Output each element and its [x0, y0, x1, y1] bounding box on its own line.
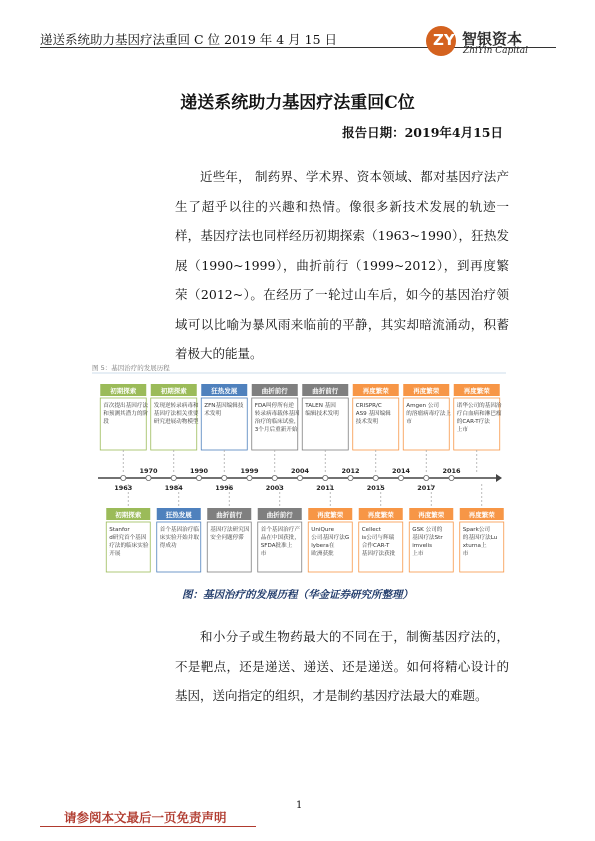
timeline-marker-icon [449, 475, 454, 480]
bottom-card-text: Cellect [361, 527, 381, 533]
top-card-stage-label: 曲折前行 [261, 387, 288, 395]
bottom-card-text: 得成功 [159, 543, 177, 549]
bottom-card-text: 上市 [412, 551, 424, 557]
top-card-text: Amgen 公司 [406, 403, 440, 409]
bottom-card-stage-label: 狂热发展 [165, 511, 192, 519]
bottom-card-text: UniQure [311, 527, 335, 533]
bottom-card-text: imvelis [412, 543, 433, 549]
bottom-card-stage-label: 再度繁荣 [317, 511, 344, 519]
top-card-text: 疗白血病和淋巴瘤 [456, 411, 502, 417]
timeline-marker-icon [171, 475, 176, 480]
bottom-card-text: 首个基因治疗临 [159, 527, 199, 533]
logo-mark-icon [426, 26, 456, 56]
footer-rule [40, 826, 256, 827]
bottom-card-text: xturna上 [462, 543, 487, 549]
top-card-stage-label: 曲折前行 [312, 387, 339, 395]
top-card-text: TALEN 基因 [305, 403, 336, 409]
top-card-text: 和预测其潜力的阶 [103, 411, 149, 417]
top-card-stage-label: 再度繁荣 [362, 387, 389, 395]
disclaimer-note: 请参阅本文最后一页免责声明 [64, 810, 227, 825]
bottom-card-text: 开展 [109, 551, 121, 557]
paragraph-delivery: 和小分子或生物药最大的不同在于，制衡基因疗法的，不是靶点，还是递送、递送、还是递送。如何将精心设计的基因，送向指定的组织，才是制约基因疗法最大的难题。 [175, 629, 509, 703]
top-card-stage-label: 狂热发展 [211, 387, 238, 395]
logo-mark-text: ZY [433, 31, 455, 49]
top-card-text: 编辑技术发明 [305, 411, 339, 417]
timeline-marker-icon [373, 475, 378, 480]
top-card-text: 治疗的临床试验， [254, 419, 300, 425]
top-card-text: 基因疗法相关重要 [153, 411, 199, 417]
bottom-card-text: GSK 公司的 [412, 527, 443, 533]
top-card-text: 诺华公司的基因治 [456, 403, 502, 409]
top-card-text: 的CAR-T疗法 [456, 419, 490, 425]
bottom-card-text: 欧洲获批 [311, 551, 334, 557]
year-label-top: 2012 [341, 467, 360, 475]
year-label-top: 2014 [391, 467, 411, 475]
bottom-card-text: 合作CAR-T [361, 543, 390, 549]
figure-caption: 图：基因治疗的发展历程（华金证券研究所整理） [182, 589, 413, 601]
bottom-card-text: 安全问题停滞 [210, 535, 244, 541]
bottom-card-text: lybera在 [311, 543, 335, 549]
timeline-marker-icon [121, 475, 126, 480]
top-card-stage-label: 初期探索 [160, 387, 187, 395]
paragraph-intro: 近些年， 制药界、学术界、资本领域、都对基因疗法产生了超乎以往的兴趣和热情。像很多新技术发展的轨迹一样，基因疗法也同样经历初期探索（1963~1990），狂热发展（1990~1999），曲折前行（1999~2012），到再度繁荣（2012~）。在经历了一轮过山车后，如今的基因治疗领域可以比喻为暴风雨来临前的平静，其实却暗流涌动，积蓄着极大的能量。 [175, 169, 509, 361]
bottom-card-stage-label: 曲折前行 [266, 511, 293, 519]
bottom-card-text: 床实验开始并取 [159, 535, 199, 541]
bottom-card-stage-label: 再度繁荣 [367, 511, 394, 519]
bottom-card-text: 基因疗法Str [412, 535, 443, 541]
timeline-marker-icon [424, 475, 429, 480]
header-text: 递送系统助力基因疗法重回 C 位 2019 年 4 月 15 日 [40, 32, 338, 47]
top-card-text: 上市 [456, 427, 468, 433]
timeline-marker-icon [297, 475, 302, 480]
year-label-bottom: 2003 [265, 484, 284, 492]
bottom-card-text: SFDA批准上 [260, 543, 293, 549]
year-label-bottom: 2011 [316, 484, 335, 492]
top-card-text: 首次提出基因疗法 [103, 403, 149, 409]
top-card-text: 转录病毒载体基因 [254, 411, 300, 417]
bottom-card-text: Stanfor [109, 527, 130, 533]
timeline-marker-icon [272, 475, 277, 480]
top-card-text: ZFN基因编辑技 [204, 403, 244, 409]
year-label-bottom: 1996 [215, 484, 234, 492]
top-card-stage-label: 再度繁荣 [413, 387, 440, 395]
bottom-card-text: 基因疗法获批 [361, 551, 396, 557]
bottom-card-stage-label: 曲折前行 [216, 511, 243, 519]
timeline-marker-icon [323, 475, 328, 480]
timeline-marker-icon [398, 475, 403, 480]
top-card-stage-label: 初期探索 [110, 387, 137, 395]
timeline-marker-icon [146, 475, 151, 480]
top-card-text: 的溶瘤病毒疗法上 [406, 411, 452, 417]
bottom-card-text: 品在中国获批， [260, 535, 300, 541]
timeline-marker-icon [348, 475, 353, 480]
gene-therapy-timeline-figure [90, 358, 510, 580]
company-logo [426, 26, 556, 60]
bottom-card-text: Spark公司 [462, 527, 491, 533]
bottom-card-stage-label: 再度繁荣 [468, 511, 495, 519]
bottom-card-text: is公司与辉瑞 [361, 535, 395, 541]
timeline-marker-icon [196, 475, 201, 480]
year-label-bottom: 2017 [417, 484, 436, 492]
report-title: 递送系统助力基因疗法重回C位 [180, 93, 415, 113]
top-card-text: 研究进展动物模型 [153, 419, 199, 425]
year-label-top: 2004 [290, 467, 310, 475]
year-label-bottom: 2015 [366, 484, 385, 492]
bottom-card-stage-label: 再度繁荣 [418, 511, 445, 519]
timeline-arrow-icon [496, 474, 502, 482]
top-card-text: 术发明 [204, 411, 222, 417]
year-label-bottom: 1984 [164, 484, 183, 492]
year-label-bottom: 1963 [114, 484, 133, 492]
top-card-text: 技术发明 [355, 419, 379, 425]
figure-label: 图 5：基因治疗的发展历程 [92, 364, 170, 372]
bottom-card-text: 的基因疗法Lu [462, 535, 498, 541]
top-card-text: AS9 基因编辑 [355, 411, 391, 417]
top-card-stage-label: 再度繁荣 [463, 387, 490, 395]
year-label-top: 1990 [189, 467, 209, 475]
bottom-card-text: 疗法的临床实验 [109, 543, 149, 549]
top-card-text: 段 [103, 419, 109, 425]
top-card-text: 发现逆转录病毒和 [153, 403, 199, 409]
year-label-top: 2016 [442, 467, 461, 475]
bottom-card-text: 市 [260, 551, 267, 557]
top-card-text: FDA叫停所有逆 [254, 403, 294, 409]
page-number: 1 [296, 800, 303, 811]
bottom-card-text: d研究首个基因 [109, 535, 147, 541]
bottom-card-stage-label: 初期探索 [115, 511, 142, 519]
year-label-top: 1970 [139, 467, 158, 475]
report-date: 报告日期：2019年4月15日 [342, 125, 503, 140]
timeline-marker-icon [222, 475, 227, 480]
logo-name-en: ZhiYin Capital [463, 46, 528, 56]
bottom-card-text: 基因疗法研究因 [210, 527, 250, 533]
top-card-text: CRISPR/C [355, 403, 382, 409]
bottom-card-text: 公司基因疗法G [311, 535, 350, 541]
bottom-card-text: 市 [462, 551, 469, 557]
year-label-top: 1999 [240, 467, 259, 475]
bottom-card-text: 首个基因治疗产 [260, 527, 300, 533]
timeline-marker-icon [247, 475, 252, 480]
logo-name-cn: 智银资本 [462, 30, 523, 48]
top-card-text: 市 [406, 419, 412, 425]
top-card-text: 3个月后重新开始 [254, 427, 298, 433]
